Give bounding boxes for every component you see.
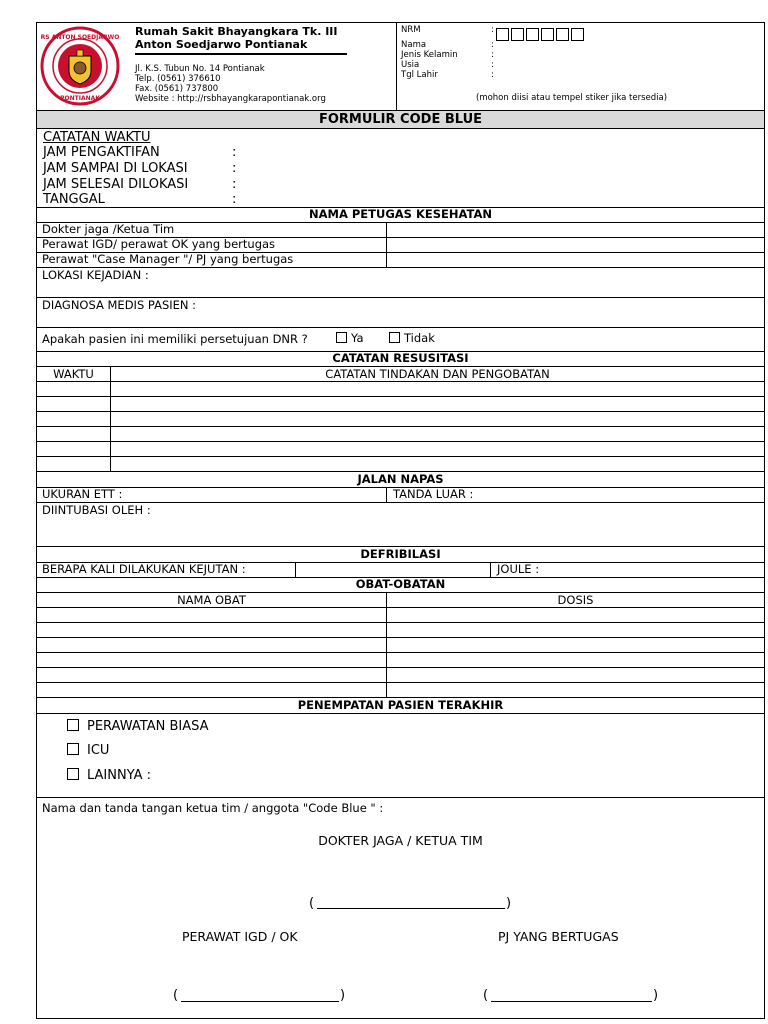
- obat-heading: OBAT-OBATAN: [355, 577, 446, 591]
- divider: [386, 487, 387, 502]
- penempatan-heading: PENEMPATAN PASIEN TERAKHIR: [297, 698, 504, 712]
- resusitasi-heading: CATATAN RESUSITASI: [332, 351, 469, 365]
- table-row[interactable]: [36, 652, 765, 653]
- table-row[interactable]: [36, 622, 765, 623]
- joule-label: JOULE :: [497, 562, 540, 576]
- perawat-cm-label: Perawat "Case Manager "/ PJ yang bertugas: [42, 252, 294, 266]
- berapa-kali-label: BERAPA KALI DILAKUKAN KEJUTAN :: [42, 562, 246, 576]
- option-label: ICU: [87, 743, 110, 758]
- checkbox-icon[interactable]: [336, 332, 347, 343]
- tanggal-label: TANGGAL: [43, 192, 105, 207]
- checkbox-icon[interactable]: [67, 768, 79, 780]
- option-icu[interactable]: [67, 743, 109, 759]
- table-row[interactable]: [36, 667, 765, 668]
- hospital-website: Website : http://rsbhayangkarapontianak.org: [135, 94, 326, 104]
- pj-signature-label: PJ YANG BERTUGAS: [498, 929, 619, 944]
- nama-label: Nama: [401, 40, 427, 50]
- dnr-question: Apakah pasien ini memiliki persetujuan DNR ?: [42, 332, 308, 346]
- colon: :: [491, 70, 494, 80]
- option-perawatan-biasa[interactable]: [67, 719, 208, 735]
- paren-close: ): [506, 896, 512, 911]
- col-nama-obat-header: NAMA OBAT: [177, 593, 246, 607]
- dokter-jaga-signature-label: DOKTER JAGA / KETUA TIM: [318, 833, 483, 848]
- paren-open: (: [173, 988, 179, 1003]
- divider: [36, 327, 765, 328]
- option-label: LAINNYA :: [87, 768, 152, 783]
- checkbox-icon[interactable]: [67, 719, 79, 731]
- table-row[interactable]: [36, 411, 765, 412]
- hospital-name: Rumah Sakit Bhayangkara Tk. III: [135, 25, 338, 38]
- colon: :: [232, 192, 237, 207]
- jam-selesai-label: JAM SELESAI DILOKASI: [43, 177, 189, 192]
- colon: :: [491, 25, 494, 35]
- divider: [36, 592, 765, 593]
- jam-sampai-label: JAM SAMPAI DI LOKASI: [43, 161, 188, 176]
- table-row[interactable]: [36, 637, 765, 638]
- divider: [36, 797, 765, 798]
- diagnosa-label: DIAGNOSA MEDIS PASIEN :: [42, 298, 197, 312]
- petugas-heading: NAMA PETUGAS KESEHATAN: [309, 207, 492, 221]
- checkbox-icon[interactable]: [67, 743, 79, 755]
- svg-text:RS ANTON SOEDJARWO: RS ANTON SOEDJARWO: [40, 34, 120, 41]
- hospital-fax: Fax. (0561) 737800: [135, 84, 219, 94]
- dnr-ya-label: Ya: [351, 331, 364, 345]
- hospital-name-line2: Anton Soedjarwo Pontianak: [135, 38, 308, 51]
- col-waktu-header: WAKTU: [53, 367, 94, 381]
- hospital-phone: Telp. (0561) 376610: [135, 74, 221, 84]
- nrm-label: NRM: [401, 25, 421, 35]
- jenis-kelamin-label: Jenis Kelamin: [401, 50, 458, 60]
- catatan-waktu-heading: CATATAN WAKTU: [43, 130, 151, 145]
- divider: [490, 562, 491, 577]
- perawat-signature-line[interactable]: [181, 1001, 339, 1002]
- tanda-luar-label: TANDA LUAR :: [393, 487, 474, 501]
- paren-close: ): [340, 988, 346, 1003]
- nrm-boxes[interactable]: [496, 23, 586, 42]
- divider: [36, 713, 765, 714]
- jalan-napas-heading: JALAN NAPAS: [357, 472, 444, 486]
- colon: :: [232, 177, 237, 192]
- hospital-address: Jl. K.S. Tubun No. 14 Pontianak: [135, 64, 265, 74]
- table-row[interactable]: [36, 607, 765, 608]
- colon: :: [491, 60, 494, 70]
- table-row[interactable]: [36, 381, 765, 382]
- colon: :: [232, 145, 237, 160]
- svg-text:PONTIANAK: PONTIANAK: [60, 95, 100, 102]
- pj-signature-line[interactable]: [491, 1001, 652, 1002]
- diintubasi-label: DIINTUBASI OLEH :: [42, 503, 151, 517]
- col-catatan-header: CATATAN TINDAKAN DAN PENGOBATAN: [325, 367, 550, 381]
- table-row[interactable]: [36, 426, 765, 427]
- defribilasi-heading: DEFRIBILASI: [360, 547, 441, 561]
- divider: [396, 22, 397, 110]
- dokter-jaga-label: Dokter jaga /Ketua Tim: [42, 222, 175, 236]
- hospital-logo-icon: [40, 26, 120, 106]
- usia-label: Usia: [401, 60, 420, 70]
- col-dosis-header: DOSIS: [557, 593, 594, 607]
- checkbox-icon[interactable]: [389, 332, 400, 343]
- perawat-igd-label: Perawat IGD/ perawat OK yang bertugas: [42, 237, 276, 251]
- perawat-signature-label: PERAWAT IGD / OK: [182, 929, 298, 944]
- lokasi-label: LOKASI KEJADIAN :: [42, 268, 149, 282]
- colon: :: [491, 40, 494, 50]
- table-row[interactable]: [36, 441, 765, 442]
- paren-close: ): [653, 988, 659, 1003]
- kejutan-field[interactable]: [296, 563, 490, 576]
- ukuran-ett-label: UKURAN ETT :: [42, 487, 123, 501]
- dnr-ya-option[interactable]: [336, 332, 364, 345]
- table-row[interactable]: [36, 396, 765, 397]
- tgl-lahir-label: Tgl Lahir: [401, 70, 438, 80]
- patient-sticker-note: (mohon diisi atau tempel stiker jika tersedia): [476, 93, 668, 103]
- paren-open: (: [309, 896, 315, 911]
- table-row[interactable]: [36, 682, 765, 683]
- dokter-signature-line[interactable]: [317, 908, 505, 909]
- perawat-igd-field[interactable]: [387, 238, 764, 251]
- divider: [135, 53, 347, 55]
- option-lainnya[interactable]: [67, 768, 151, 784]
- dnr-tidak-option[interactable]: [389, 332, 435, 345]
- perawat-cm-field[interactable]: [387, 253, 764, 266]
- paren-open: (: [483, 988, 489, 1003]
- jam-pengaktifan-label: JAM PENGAKTIFAN: [43, 145, 160, 160]
- dokter-jaga-field[interactable]: [387, 223, 764, 236]
- option-label: PERAWATAN BIASA: [87, 719, 209, 734]
- divider: [36, 128, 765, 129]
- colon: :: [491, 50, 494, 60]
- dnr-tidak-label: Tidak: [404, 331, 435, 345]
- signature-intro: Nama dan tanda tangan ketua tim / anggota "Code Blue " :: [42, 801, 384, 815]
- colon: :: [232, 161, 237, 176]
- table-row[interactable]: [36, 456, 765, 457]
- form-title: FORMULIR CODE BLUE: [318, 112, 483, 127]
